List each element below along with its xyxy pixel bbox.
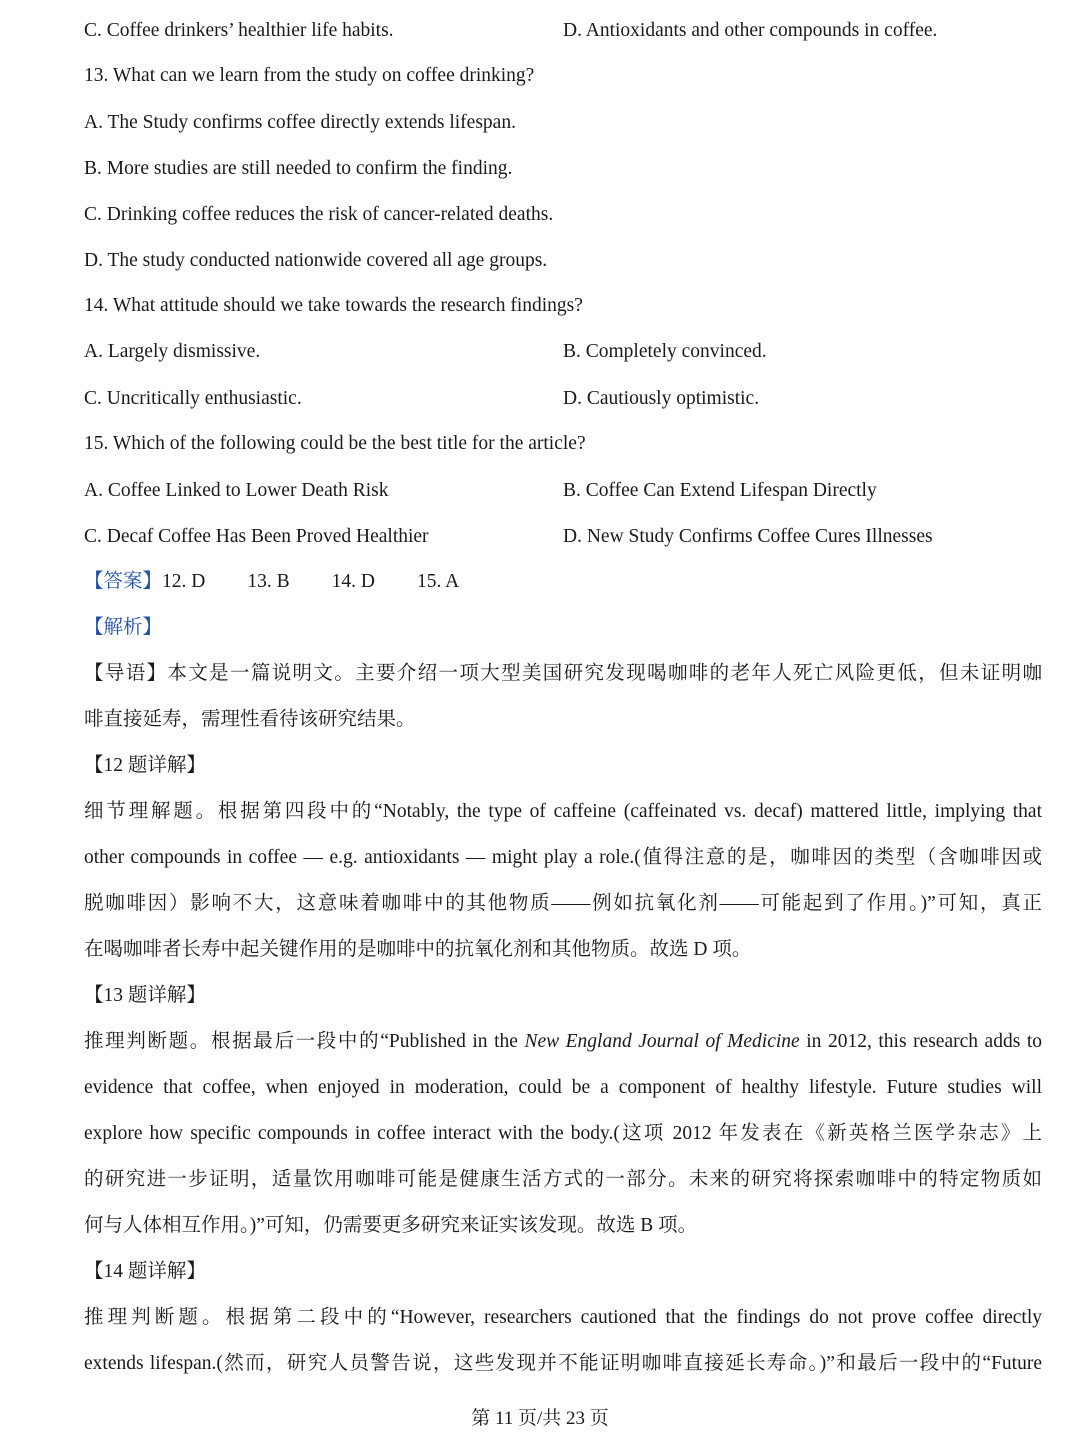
q13-detail-line-2: evidence that coffee, when enjoyed in moderation, could be a component of healthy lifestyle. Future studies will — [84, 1077, 1042, 1098]
q14-stem: 14. What attitude should we take towards the research findings? — [84, 295, 583, 316]
intro-label: 【导语】 — [84, 663, 168, 684]
q12-option-d: D. Antioxidants and other compounds in coffee. — [563, 20, 938, 41]
answer-label: 【答案】 — [84, 571, 163, 592]
journal-name: New England Journal of Medicine — [524, 1031, 800, 1052]
q13-detail-line-5: 何与人体相互作用。)”可知，仍需要更多研究来证实该发现。故选 B 项。 — [84, 1215, 698, 1236]
q14-option-a: A. Largely dismissive. — [84, 341, 261, 362]
q14-option-c: C. Uncritically enthusiastic. — [84, 388, 302, 409]
q13-detail-label: 【13 题详解】 — [84, 985, 206, 1006]
q13-option-d: D. The study conducted nationwide covered all age groups. — [84, 250, 548, 271]
q13-detail-line-3: explore how specific compounds in coffee interact with the body.(这项 2012 年发表在《新英格兰医学杂志》上 — [84, 1123, 1042, 1144]
q13-option-a: A. The Study confirms coffee directly extends lifespan. — [84, 112, 516, 133]
q15-stem: 15. Which of the following could be the best title for the article? — [84, 433, 586, 454]
q12-detail-line-2: other compounds in coffee — e.g. antioxidants — might play a role.(值得注意的是，咖啡因的类型（含咖啡因或 — [84, 847, 1042, 868]
q12-detail-line-4: 在喝咖啡者长寿中起关键作用的是咖啡中的抗氧化剂和其他物质。故选 D 项。 — [84, 939, 752, 960]
q12-detail-line-1: 细节理解题。根据第四段中的“Notably, the type of caffeine (caffeinated vs. decaf) mattered little, implying that — [84, 801, 1042, 822]
page-footer: 第 11 页/共 23 页 — [471, 1408, 609, 1429]
q13-option-b: B. More studies are still needed to confirm the finding. — [84, 158, 513, 179]
answer-item: 13. B — [247, 571, 290, 592]
q13-detail-line-1: 推理判断题。根据最后一段中的“Published in the New England Journal of Medicine in 2012, this research adds to — [84, 1031, 1042, 1052]
q13-option-c: C. Drinking coffee reduces the risk of cancer-related deaths. — [84, 204, 554, 225]
q15-option-d: D. New Study Confirms Coffee Cures Illnesses — [563, 526, 933, 547]
q14-option-d: D. Cautiously optimistic. — [563, 388, 760, 409]
q14-detail-line-1: 推理判断题。根据第二段中的“However, researchers cautioned that the findings do not prove coffee directly — [84, 1307, 1042, 1328]
answer-item: 12. D — [162, 571, 206, 592]
answer-row — [84, 569, 501, 595]
q13-detail-line-4: 的研究进一步证明，适量饮用咖啡可能是健康生活方式的一部分。未来的研究将探索咖啡中的特定物质如 — [84, 1169, 1042, 1190]
intro-line-2: 啡直接延寿，需理性看待该研究结果。 — [84, 709, 416, 730]
q15-option-b: B. Coffee Can Extend Lifespan Directly — [563, 480, 877, 501]
q12-detail-line-3: 脱咖啡因）影响不大，这意味着咖啡中的其他物质——例如抗氧化剂——可能起到了作用。)”可知，真正 — [84, 893, 1042, 914]
q13-stem: 13. What can we learn from the study on coffee drinking? — [84, 65, 535, 86]
q15-option-a: A. Coffee Linked to Lower Death Risk — [84, 480, 389, 501]
q12-detail-label: 【12 题详解】 — [84, 755, 206, 776]
analysis-label: 【解析】 — [84, 617, 163, 638]
q14-option-b: B. Completely convinced. — [563, 341, 767, 362]
answer-item: 15. A — [416, 571, 460, 592]
q15-option-c: C. Decaf Coffee Has Been Proved Healthier — [84, 526, 429, 547]
q12-option-c: C. Coffee drinkers’ healthier life habits. — [84, 20, 394, 41]
q14-detail-label: 【14 题详解】 — [84, 1261, 206, 1282]
intro-line-1: 【导语】本文是一篇说明文。主要介绍一项大型美国研究发现喝咖啡的老年人死亡风险更低，但未证明咖 — [84, 663, 1042, 684]
q14-detail-line-2: extends lifespan.(然而，研究人员警告说，这些发现并不能证明咖啡直接延长寿命。)”和最后一段中的“Future — [84, 1353, 1042, 1374]
answer-item: 14. D — [331, 571, 375, 592]
